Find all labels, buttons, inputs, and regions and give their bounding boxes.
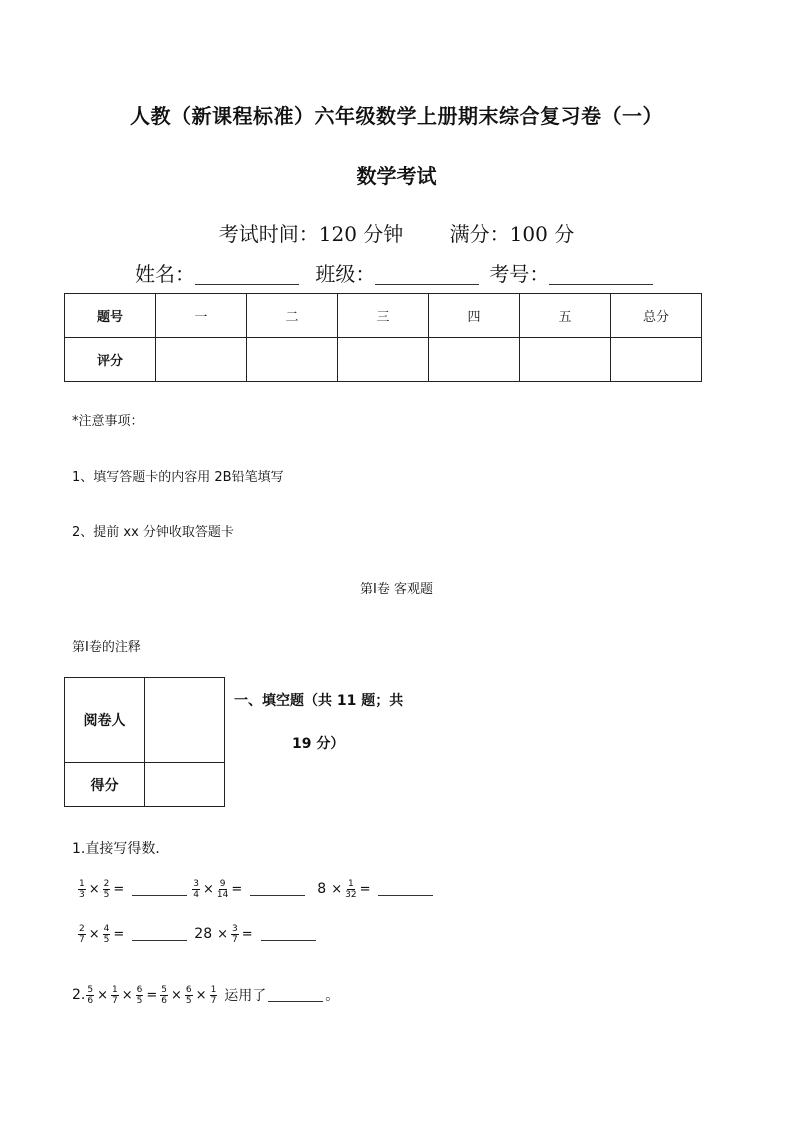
exam-no-blank[interactable] — [549, 264, 653, 285]
equals-sign: = — [146, 987, 158, 1003]
answer-blank[interactable] — [268, 989, 323, 1002]
score-input-cell[interactable] — [520, 338, 611, 382]
integer: 8 — [317, 881, 327, 897]
fraction: $\frac{1}{7}$ — [112, 984, 118, 1006]
times-sign: × — [331, 881, 343, 897]
volume-title: 第Ⅰ卷 客观题 — [360, 582, 433, 597]
equals-sign: = — [113, 881, 125, 897]
notes-item-1: 1、填写答题卡的内容用 2B铅笔填写 — [72, 470, 284, 485]
score-cell: 总分 — [611, 294, 702, 338]
fraction: $\frac{4}{5}$ — [103, 923, 110, 945]
score-input-cell[interactable] — [247, 338, 338, 382]
times-sign: × — [195, 987, 207, 1003]
grader-score-label: 得分 — [65, 763, 145, 807]
time-label: 考试时间：120 分钟 — [218, 222, 404, 246]
section-heading: 一、填空题（共 11 题；共 — [234, 693, 404, 709]
fraction: $\frac{9}{14}$ — [216, 878, 229, 900]
volume-comment: 第Ⅰ卷的注释 — [72, 640, 141, 655]
reviewer-cell[interactable] — [145, 678, 225, 763]
score-input-cell[interactable] — [338, 338, 429, 382]
question-2-text: 运用了 — [224, 988, 267, 1004]
answer-blank[interactable] — [261, 928, 316, 941]
name-label: 姓名： — [135, 262, 195, 286]
question-1-row-1 — [77, 876, 437, 902]
fraction: $\frac{2}{5}$ — [103, 878, 110, 900]
times-sign: × — [121, 987, 133, 1003]
notes-item-2: 2、提前 xx 分钟收取答题卡 — [72, 525, 234, 540]
question-1-row-2 — [77, 921, 320, 947]
times-sign: × — [171, 987, 182, 1003]
score-input-cell[interactable] — [156, 338, 247, 382]
score-cell: 三 — [338, 294, 429, 338]
exam-info-line — [0, 218, 793, 247]
class-blank[interactable] — [375, 264, 479, 285]
page-title: 人教（新课程标准）六年级数学上册期末综合复习卷（一） — [130, 104, 663, 128]
student-info-line — [135, 258, 663, 287]
grader-table — [64, 677, 225, 807]
times-sign: × — [97, 987, 108, 1003]
times-sign: × — [88, 881, 100, 897]
fraction: $\frac{3}{4}$ — [193, 878, 200, 900]
exam-no-label: 考号： — [489, 262, 550, 286]
fraction: $\frac{5}{6}$ — [161, 984, 168, 1006]
equals-sign: = — [231, 881, 243, 897]
answer-blank[interactable] — [132, 883, 187, 896]
question-2-number: 2. — [72, 987, 86, 1003]
times-sign: × — [203, 881, 214, 897]
fraction: $\frac{1}{7}$ — [210, 984, 217, 1006]
score-row-label: 评分 — [65, 338, 156, 382]
answer-blank[interactable] — [250, 883, 305, 896]
times-sign: × — [88, 926, 100, 942]
times-sign: × — [217, 926, 229, 942]
score-cell: 五 — [520, 294, 611, 338]
class-label: 班级： — [315, 262, 376, 286]
notes-heading: *注意事项： — [72, 414, 144, 429]
score-cell: 二 — [247, 294, 338, 338]
fraction: $\frac{1}{3}$ — [79, 878, 85, 900]
question-2-period: 。 — [325, 988, 340, 1004]
grader-score-cell[interactable] — [145, 763, 225, 807]
score-table-header-row — [65, 294, 702, 338]
score-label: 满分：100 分 — [449, 222, 575, 246]
equals-sign: = — [113, 926, 125, 942]
fraction: $\frac{6}{5}$ — [136, 984, 143, 1006]
fraction: $\frac{2}{7}$ — [79, 923, 85, 945]
question-1-label: 1.直接写得数． — [72, 841, 170, 857]
section-heading-cont: 19 分） — [292, 736, 345, 752]
page-subtitle: 数学考试 — [356, 164, 437, 188]
answer-blank[interactable] — [132, 928, 187, 941]
name-blank[interactable] — [195, 264, 299, 285]
equals-sign: = — [241, 926, 253, 942]
score-cell: 题号 — [65, 294, 156, 338]
answer-blank[interactable] — [378, 883, 433, 896]
score-input-cell[interactable] — [611, 338, 702, 382]
score-cell: 一 — [156, 294, 247, 338]
fraction: $\frac{1}{32}$ — [345, 878, 357, 900]
reviewer-label: 阅卷人 — [65, 678, 145, 763]
score-cell: 四 — [429, 294, 520, 338]
fraction: $\frac{6}{5}$ — [185, 984, 192, 1006]
score-table — [64, 293, 702, 382]
equals-sign: = — [359, 881, 371, 897]
score-table-value-row — [65, 338, 702, 382]
score-input-cell[interactable] — [429, 338, 520, 382]
fraction: $\frac{3}{7}$ — [232, 923, 238, 945]
question-2 — [72, 982, 339, 1008]
fraction: $\frac{5}{6}$ — [87, 984, 94, 1006]
integer: 28 — [194, 926, 213, 942]
